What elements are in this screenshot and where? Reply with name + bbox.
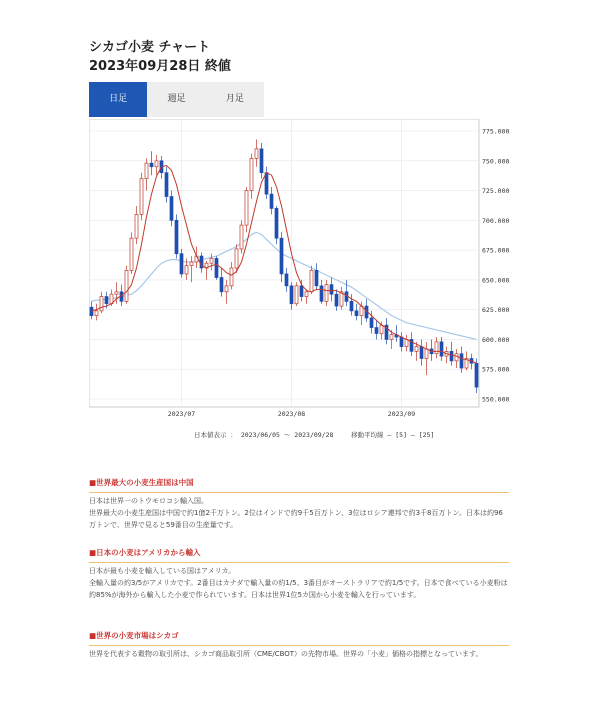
y-tick-label: 600.000 xyxy=(482,335,510,344)
candle-body xyxy=(115,292,118,294)
candle-body xyxy=(235,249,238,268)
candlestick-chart xyxy=(89,119,519,449)
period-tabs xyxy=(89,82,264,117)
candle-body xyxy=(180,254,183,274)
section-body: 世界を代表する穀物の取引所は、シカゴ商品取引所（CME/CBOT）の先物市場。世界の「小麦」価格の指標となっています。 xyxy=(89,650,483,658)
y-tick-label: 775.000 xyxy=(482,127,510,136)
candle-body xyxy=(140,179,143,215)
candle-body xyxy=(420,347,423,359)
y-tick-label: 625.000 xyxy=(482,306,510,315)
candle-body xyxy=(220,278,223,292)
candle-body xyxy=(190,262,193,266)
candle-body xyxy=(290,286,293,304)
candle-body xyxy=(315,270,318,285)
candle-body xyxy=(375,328,378,334)
candle-body xyxy=(125,270,128,301)
candle-body xyxy=(475,363,478,387)
section-import xyxy=(89,547,509,601)
candle-body xyxy=(330,285,333,295)
section-heading: ■世界最大の小麦生産国は中国 xyxy=(89,477,509,493)
candle-body xyxy=(155,161,158,167)
candle-body xyxy=(325,285,328,302)
candle-body xyxy=(350,301,353,311)
chart-footer-ma: 移動平均線 ― [5] ― [25] xyxy=(351,431,435,439)
candle-body xyxy=(240,225,243,249)
page-title xyxy=(89,38,231,76)
candle-body xyxy=(440,342,443,356)
y-tick-label: 700.000 xyxy=(482,216,510,225)
candle-body xyxy=(355,311,358,316)
candle-body xyxy=(95,311,98,316)
candle-body xyxy=(230,268,233,286)
candle-body xyxy=(335,294,338,306)
candle-body xyxy=(185,266,188,274)
section-heading: ■世界の小麦市場はシカゴ xyxy=(89,630,509,646)
tab-monthly[interactable]: 月足 xyxy=(225,94,244,104)
candle-body xyxy=(455,354,458,361)
x-tick-label: 2023/07 xyxy=(167,410,196,418)
candle-body xyxy=(215,258,218,277)
candle-body xyxy=(225,286,228,292)
candle-body xyxy=(280,238,283,274)
candle-body xyxy=(150,163,153,167)
candle-body xyxy=(460,354,463,368)
candle-body xyxy=(165,173,168,197)
candle-body xyxy=(260,149,263,173)
candle-body xyxy=(245,191,248,226)
plot-area xyxy=(89,119,479,407)
tab-daily[interactable]: 日足 xyxy=(89,82,147,117)
chart-date: 2023年09月28日 終値 xyxy=(89,59,231,74)
candle-body xyxy=(415,347,418,352)
section-production xyxy=(89,477,509,531)
y-tick-label: 725.000 xyxy=(482,187,510,196)
y-tick-label: 750.000 xyxy=(482,157,510,166)
candle-body xyxy=(450,351,453,361)
candle-body xyxy=(435,342,438,354)
candle-body xyxy=(310,270,313,291)
tab-weekly[interactable]: 週足 xyxy=(167,94,186,104)
section-body: 日本は世界一のトウモロコシ輸入国。 世界最大の小麦生産国は中国で約1億2千万トン。2位はインドで約9千5百万トン、3位はロシア連邦で約3千8百万トン。日本は約96万トンで、世界で見ると59番目の生産量です。 xyxy=(89,497,503,529)
price-chart xyxy=(89,119,519,449)
candle-body xyxy=(105,297,108,304)
candle-body xyxy=(90,307,93,315)
candle-body xyxy=(135,214,138,238)
candle-body xyxy=(300,286,303,297)
candle-body xyxy=(320,286,323,301)
chart-footer-range: 日本値表示 ： 2023/06/05 ～ 2023/09/28 xyxy=(194,431,334,439)
candle-body xyxy=(370,318,373,328)
section-market xyxy=(89,630,509,660)
candle-body xyxy=(270,194,273,208)
y-tick-label: 575.000 xyxy=(482,365,510,374)
section-body: 日本が最も小麦を輸入している国はアメリカ。 全輸入量の約3/5がアメリカです。2番目はカナダで輸入量の約1/5、3番目がオーストラリアで約1/5です。日本で食べている小麦粉は約85%が海外から輸入した小麦で作られています。日本は世界1位5カ国から小麦を輸入を行っています。 xyxy=(89,567,508,599)
candle-body xyxy=(380,325,383,333)
candle-body xyxy=(170,197,173,221)
candle-body xyxy=(285,274,288,286)
x-tick-label: 2023/08 xyxy=(277,410,306,418)
chart-title: シカゴ小麦 チャート xyxy=(89,40,211,55)
candle-body xyxy=(145,163,148,178)
candle-body xyxy=(275,208,278,238)
candle-body xyxy=(100,297,103,311)
candle-body xyxy=(425,349,428,359)
candle-body xyxy=(295,286,298,304)
y-tick-label: 675.000 xyxy=(482,246,510,255)
candle-body xyxy=(405,339,408,346)
section-heading: ■日本の小麦はアメリカから輸入 xyxy=(89,547,509,563)
candle-body xyxy=(390,335,393,340)
y-tick-label: 650.000 xyxy=(482,276,510,285)
candle-body xyxy=(175,220,178,253)
x-tick-label: 2023/09 xyxy=(387,410,416,418)
candle-body xyxy=(255,149,258,159)
candle-body xyxy=(400,337,403,347)
candle-body xyxy=(305,292,308,297)
candle-body xyxy=(265,173,268,194)
candle-body xyxy=(130,238,133,270)
y-tick-label: 550.000 xyxy=(482,395,510,404)
candle-body xyxy=(250,158,253,190)
candle-body xyxy=(210,258,213,263)
